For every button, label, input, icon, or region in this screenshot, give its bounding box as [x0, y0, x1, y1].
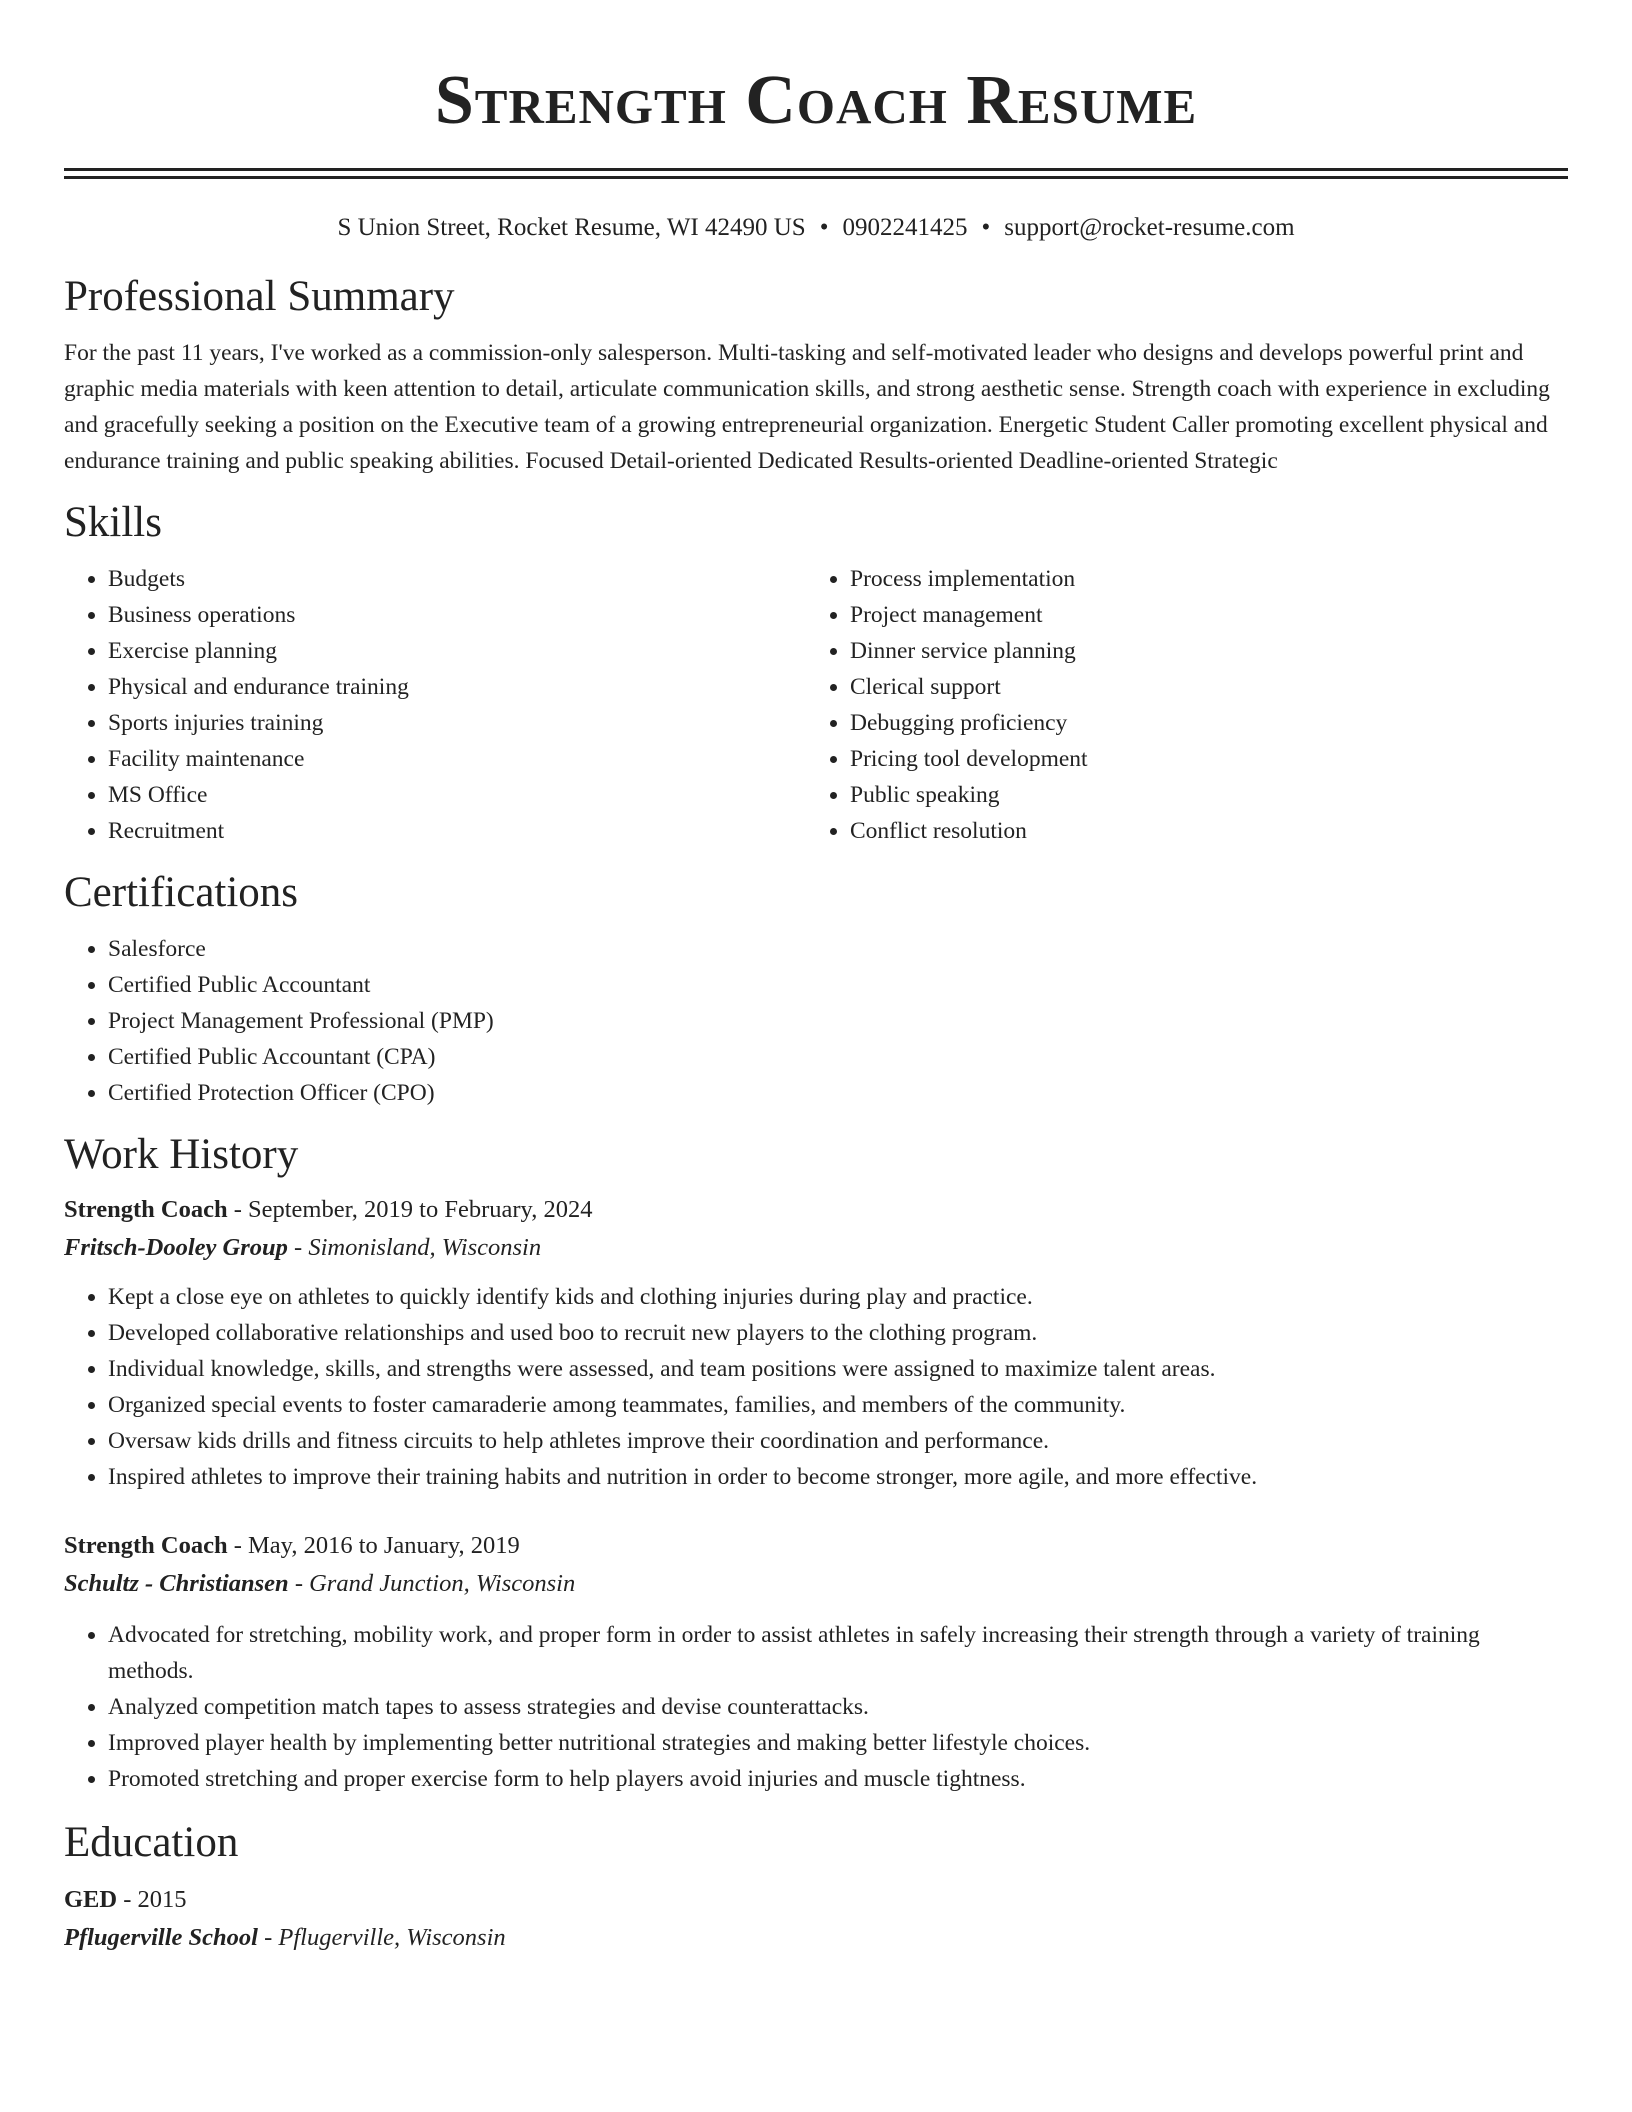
job-location: Grand Junction, Wisconsin — [309, 1570, 576, 1597]
contact-address: S Union Street, Rocket Resume, WI 42490 US — [337, 214, 806, 241]
job-bullet: • Oversaw kids drills and fitness circuits to help athletes improve their coordination and performance. — [108, 1423, 1568, 1459]
job-company: Schultz - Christiansen — [64, 1570, 289, 1597]
education-degree-line — [64, 1881, 1568, 1919]
skills-columns — [64, 561, 1568, 849]
title-double-rule — [64, 168, 1568, 179]
certifications-heading: Certifications — [64, 869, 299, 916]
resume-title: Strength Coach Resume — [434, 62, 1198, 139]
job-bullet: • Individual knowledge, skills, and strengths were assessed, and team positions were assigned to maximize talent areas. — [108, 1351, 1568, 1387]
skill-item: • MS Office — [108, 777, 806, 813]
summary-text: For the past 11 years, I've worked as a commission-only salesperson. Multi-tasking and self-motivated leader who designs and develops powerful print and graphic media materials with keen attention to detail, articulate communication skills, and strong aesthetic sense. Strength coach with experience in excluding and gracefully seeking a position on the Executive team of a growing entrepreneurial organization. Energetic Student Caller promoting excellent physical and endurance training and public speaking abilities. Focused Detail-oriented Dedicated Results-oriented Deadline-oriented Strategic — [64, 340, 1550, 474]
job-dates: September, 2019 to February, 2024 — [248, 1196, 593, 1223]
skill-item: • Public speaking — [850, 777, 1548, 813]
job-bullets — [64, 1279, 1568, 1495]
job-company-line — [64, 1229, 1568, 1267]
resume-page — [64, 0, 1568, 1957]
dash: - — [257, 1924, 279, 1951]
certification-item: • Salesforce — [108, 931, 1568, 967]
job-bullet: • Inspired athletes to improve their training habits and nutrition in order to become stronger, more agile, and more effective. — [108, 1459, 1568, 1495]
contact-line — [64, 211, 1568, 245]
skill-item: • Exercise planning — [108, 633, 806, 669]
education-heading: Education — [64, 1819, 239, 1866]
education-school-line — [64, 1919, 1568, 1957]
contact-separator: • — [819, 214, 829, 241]
job-title: Strength Coach — [64, 1532, 228, 1559]
skills-right-list — [806, 561, 1548, 849]
job-bullet: • Analyzed competition match tapes to assess strategies and devise counterattacks. — [108, 1689, 1568, 1725]
job-company-line — [64, 1565, 1568, 1603]
dash: - — [117, 1886, 138, 1913]
certification-item: • Certified Protection Officer (CPO) — [108, 1075, 1568, 1111]
job-title: Strength Coach — [64, 1196, 228, 1223]
skill-item: • Dinner service planning — [850, 633, 1548, 669]
dash: - — [288, 1570, 310, 1597]
skill-item: • Conflict resolution — [850, 813, 1548, 849]
certification-item: • Certified Public Accountant — [108, 967, 1568, 1003]
work-history-heading: Work History — [64, 1131, 299, 1178]
skill-item: • Facility maintenance — [108, 741, 806, 777]
skill-item: • Physical and endurance training — [108, 669, 806, 705]
skill-item: • Clerical support — [850, 669, 1548, 705]
job-dates: May, 2016 to January, 2019 — [248, 1532, 520, 1559]
education-school: Pflugerville School — [64, 1924, 258, 1951]
contact-phone: 0902241425 — [842, 214, 968, 241]
job-bullet: • Promoted stretching and proper exercise form to help players avoid injuries and muscle tightness. — [108, 1761, 1568, 1797]
skills-left-list — [64, 561, 806, 849]
job-bullet: • Advocated for stretching, mobility work, and proper form in order to assist athletes in safely increasing their strength through a variety of training methods. — [108, 1617, 1568, 1689]
dash: - — [227, 1196, 248, 1223]
skill-item: • Pricing tool development — [850, 741, 1548, 777]
job-title-line — [64, 1527, 1568, 1565]
dash: - — [227, 1532, 248, 1559]
education-degree: GED — [64, 1886, 118, 1913]
job-company: Fritsch-Dooley Group — [64, 1234, 288, 1261]
skill-item: • Debugging proficiency — [850, 705, 1548, 741]
skill-item: • Sports injuries training — [108, 705, 806, 741]
job-bullets — [64, 1617, 1568, 1797]
job-title-line — [64, 1191, 1568, 1229]
certification-item: • Project Management Professional (PMP) — [108, 1003, 1568, 1039]
certification-item: • Certified Public Accountant (CPA) — [108, 1039, 1568, 1075]
certifications-list — [64, 931, 1568, 1111]
dash: - — [287, 1234, 309, 1261]
job-location: Simonisland, Wisconsin — [308, 1234, 542, 1261]
skill-item: • Process implementation — [850, 561, 1548, 597]
skills-heading: Skills — [64, 499, 162, 546]
summary-heading: Professional Summary — [64, 273, 455, 320]
job-bullet: • Organized special events to foster camaraderie among teammates, families, and members of the community. — [108, 1387, 1568, 1423]
job-bullet: • Developed collaborative relationships and used boo to recruit new players to the clothing program. — [108, 1315, 1568, 1351]
education-location: Pflugerville, Wisconsin — [278, 1924, 506, 1951]
skill-item: • Budgets — [108, 561, 806, 597]
job-bullet: • Kept a close eye on athletes to quickly identify kids and clothing injuries during play and practice. — [108, 1279, 1568, 1315]
contact-email: support@rocket-resume.com — [1004, 214, 1295, 241]
skill-item: • Project management — [850, 597, 1548, 633]
job-bullet: • Improved player health by implementing better nutritional strategies and making better lifestyle choices. — [108, 1725, 1568, 1761]
skill-item: • Recruitment — [108, 813, 806, 849]
skill-item: • Business operations — [108, 597, 806, 633]
education-year: 2015 — [137, 1886, 187, 1913]
contact-separator: • — [981, 214, 991, 241]
